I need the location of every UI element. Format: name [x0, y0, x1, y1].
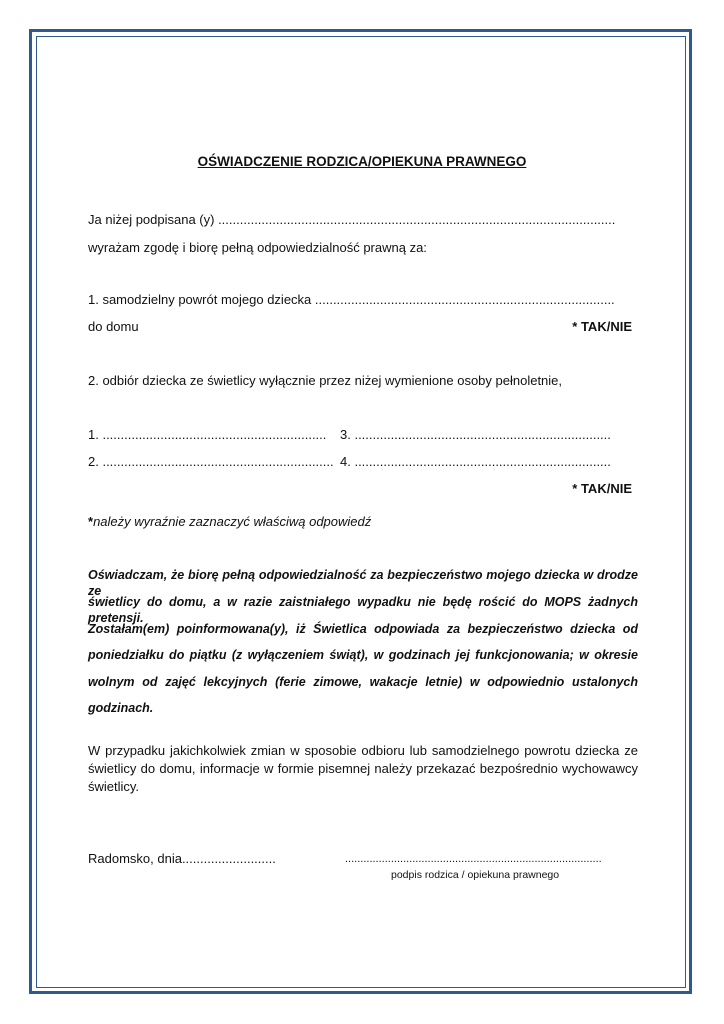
person-4-field: 4. ....................................................................... [340, 454, 611, 469]
declaration-line-4: poniedziałku do piątku (z wyłączeniem świąt), w godzinach jej funkcjonowania; w okresie [88, 648, 638, 662]
declaration-line-2: świetlicy do domu, a w razie zaistniałego wypadku nie będę rościć do MOPS żadnych pretensji. [88, 595, 638, 625]
page-border-inner [36, 36, 686, 988]
signature-line: .................................................................................... [345, 853, 602, 865]
footnote [88, 514, 371, 530]
declaration-line-3: Zostałam(em) poinformowana(y), iż Świetlica odpowiada za bezpieczeństwo dziecka od [88, 622, 638, 636]
item2-line: 2. odbiór dziecka ze świetlicy wyłącznie przez niżej wymienione osoby pełnoletnie, [88, 373, 563, 388]
document-title: OŚWIADCZENIE RODZICA/OPIEKUNA PRAWNEGO [197, 154, 527, 169]
declaration-line-5: wolnym od zajęć lekcyjnych (ferie zimowe, wakacje letnie) w odpowiednio ustalonych [88, 675, 638, 689]
person-3-field: 3. ....................................................................... [340, 427, 611, 442]
item2-answer: * TAK/NIE [572, 481, 632, 496]
intro-consent-line: wyrażam zgodę i biorę pełną odpowiedzialność prawną za: [88, 240, 427, 255]
signature-caption: podpis rodzica / opiekuna prawnego [391, 869, 560, 881]
item1-line: 1. samodzielny powrót mojego dziecka ................................................................................... [88, 292, 615, 307]
intro-signer-line: Ja niżej podpisana (y) .............................................................................................................. [88, 212, 616, 227]
item1-answer: * TAK/NIE [572, 319, 632, 334]
declaration-line-6: godzinach. [88, 701, 154, 715]
notice-paragraph: W przypadku jakichkolwiek zmian w sposobie odbioru lub samodzielnego powrotu dziecka ze świetlicy do domu, informacje w formie pisemnej należy przekazać bezpośrednio wychowawcy świetlicy. [88, 743, 638, 794]
person-1-field: 1. .............................................................. [88, 427, 327, 442]
footnote-text: należy wyraźnie zaznaczyć właściwą odpowiedź [93, 514, 372, 529]
footnote-star: * [88, 514, 94, 529]
item1-destination: do domu [88, 319, 139, 334]
person-2-field: 2. ................................................................ [88, 454, 334, 469]
place-date-field: Radomsko, dnia.......................... [88, 851, 276, 866]
declaration-line-1: Oświadczam, że biorę pełną odpowiedzialność za bezpieczeństwo mojego dziecka w drodze ze [88, 568, 638, 598]
